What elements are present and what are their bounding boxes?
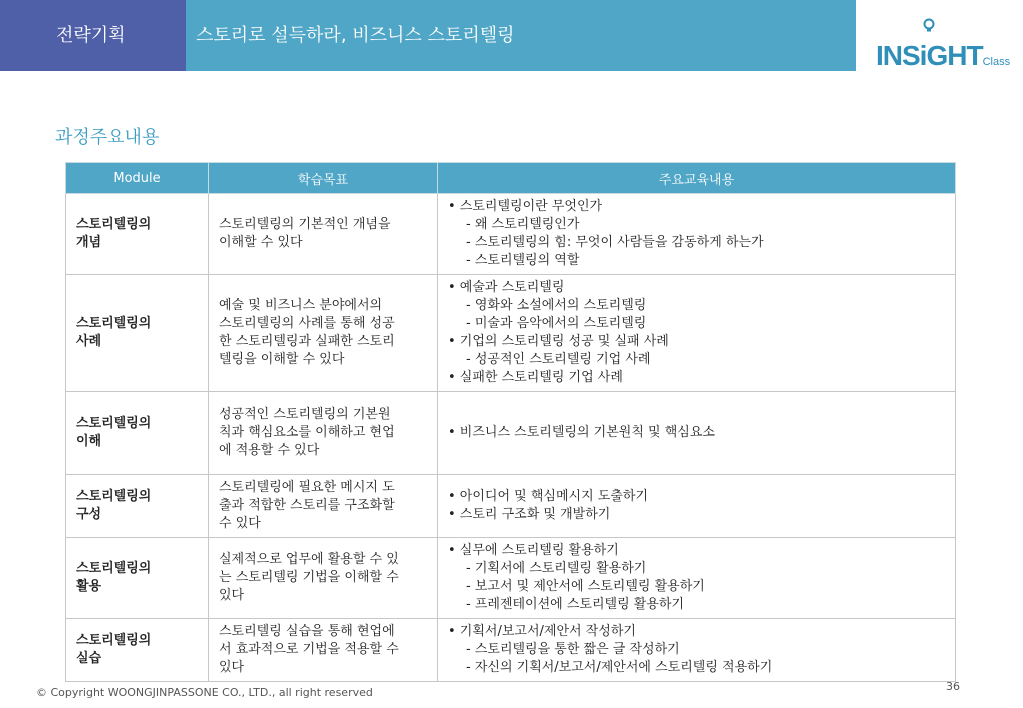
content-cell (438, 619, 956, 682)
content-cell (438, 392, 956, 475)
content-bullet-item: • 스토리텔링이란 무엇인가 (448, 199, 603, 214)
goal-cell: 실제적으로 업무에 활용할 수 있 는 스토리텔링 기법을 이해할 수 있다 (209, 538, 438, 619)
goal-cell: 스토리텔링 실습을 통해 현업에 서 효과적으로 기법을 적용할 수 있다 (209, 619, 438, 682)
content-cell (438, 194, 956, 275)
module-cell: 스토리텔링의 이해 (66, 392, 209, 475)
goal-cell: 스토리텔링의 기본적인 개념을 이해할 수 있다 (209, 194, 438, 275)
column-header-module: Module (66, 163, 209, 194)
content-bullet-item: • 아이디어 및 핵심메시지 도출하기 (448, 489, 649, 504)
table-row (66, 275, 956, 392)
content-cell (438, 275, 956, 392)
header-title: 스토리로 설득하라, 비즈니스 스토리텔링 (186, 0, 856, 71)
content-bullet-item: • 기획서/보고서/제안서 작성하기 (448, 624, 636, 639)
table-row (66, 475, 956, 538)
content-sub-item: - 프레젠테이션에 스토리텔링 활용하기 (466, 597, 685, 612)
content-sub-item: - 왜 스토리텔링인가 (466, 217, 580, 232)
content-bullet-item: • 실패한 스토리텔링 기업 사례 (448, 370, 623, 385)
column-header-goal: 학습목표 (209, 163, 438, 194)
content-sub-item: - 영화와 소설에서의 스토리텔링 (466, 298, 647, 313)
table-row (66, 392, 956, 475)
content-sub-item: - 스토리텔링의 역할 (466, 253, 580, 268)
content-sub-item: - 스토리텔링의 힘: 무엇이 사람들을 감동하게 하는가 (466, 235, 764, 250)
logo-text: INSiGHTClass (876, 40, 1011, 71)
content-cell (438, 475, 956, 538)
table-row (66, 619, 956, 682)
goal-cell: 스토리텔링에 필요한 메시지 도 출과 적합한 스토리를 구조화할 수 있다 (209, 475, 438, 538)
table-row (66, 194, 956, 275)
copyright-text: © Copyright WOONGJINPASSONE CO., LTD., all right reserved (36, 686, 373, 699)
content-bullet-item: • 실무에 스토리텔링 활용하기 (448, 543, 619, 558)
content-sub-item: - 스토리텔링을 통한 짧은 글 작성하기 (466, 642, 680, 657)
content-bullet-item: • 스토리 구조화 및 개발하기 (448, 507, 611, 522)
module-cell: 스토리텔링의 사례 (66, 275, 209, 392)
module-cell: 스토리텔링의 개념 (66, 194, 209, 275)
goal-cell: 예술 및 비즈니스 분야에서의 스토리텔링의 사례를 통해 성공 한 스토리텔링과 실패한 스토리 텔링을 이해할 수 있다 (209, 275, 438, 392)
content-sub-item: - 성공적인 스토리텔링 기업 사례 (466, 352, 651, 367)
table-row (66, 538, 956, 619)
header-category: 전략기획 (0, 0, 186, 71)
module-cell: 스토리텔링의 실습 (66, 619, 209, 682)
content-sub-item: - 보고서 및 제안서에 스토리텔링 활용하기 (466, 579, 705, 594)
content-sub-item: - 기획서에 스토리텔링 활용하기 (466, 561, 647, 576)
page-number: 36 (946, 680, 960, 693)
column-header-content: 주요교육내용 (438, 163, 956, 194)
content-sub-item: - 자신의 기획서/보고서/제안서에 스토리텔링 적용하기 (466, 660, 773, 675)
lightbulb-icon (922, 18, 936, 34)
insight-class-logo (876, 14, 1016, 74)
course-content-table (65, 162, 956, 682)
content-sub-item: - 미술과 음악에서의 스토리텔링 (466, 316, 647, 331)
content-cell (438, 538, 956, 619)
content-bullet-item: • 예술과 스토리텔링 (448, 280, 565, 295)
content-bullet-item: • 기업의 스토리텔링 성공 및 실패 사례 (448, 334, 669, 349)
goal-cell: 성공적인 스토리텔링의 기본원 칙과 핵심요소를 이해하고 현업 에 적용할 수 있다 (209, 392, 438, 475)
table-header-row (66, 163, 956, 194)
module-cell: 스토리텔링의 활용 (66, 538, 209, 619)
module-cell: 스토리텔링의 구성 (66, 475, 209, 538)
content-bullet-item: • 비즈니스 스토리텔링의 기본원칙 및 핵심요소 (448, 425, 715, 440)
section-title: 과정주요내용 (55, 127, 160, 148)
